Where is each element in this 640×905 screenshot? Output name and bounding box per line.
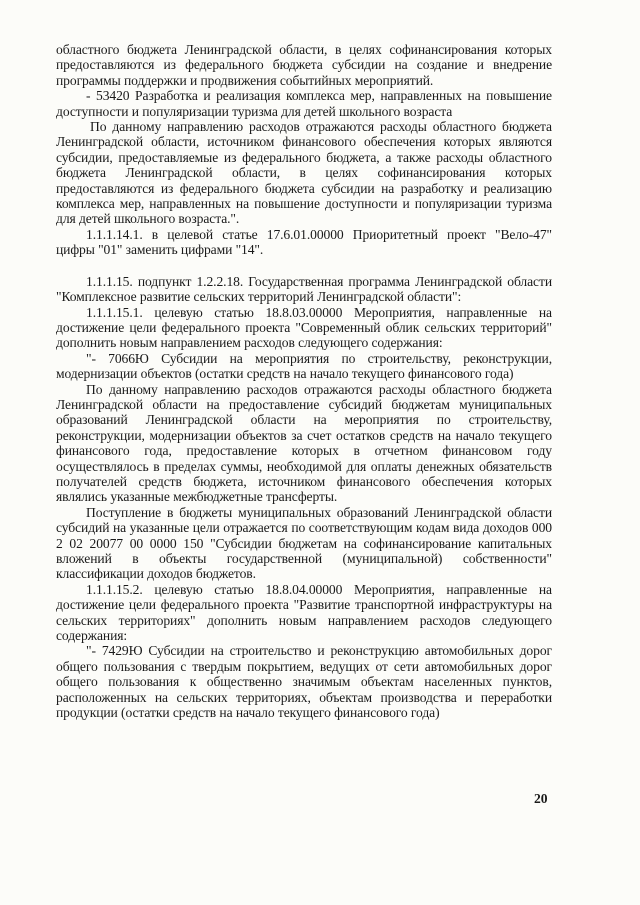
paragraph-1-1-1-15-2: 1.1.1.15.2. целевую статью 18.8.04.00000 Мероприятия, направленные на достижение цели федерального проекта "Развитие транспортной инфраструктуры на сельских территориях" дополнить новым направлением расходов следующего содержания: (56, 581, 552, 644)
paragraph-item-53420: - 53420 Разработка и реализация комплекса мер, направленных на повышение доступности и популяризации туризма для детей школьного возраста (56, 88, 552, 119)
paragraph-1-1-1-14-1: 1.1.1.14.1. в целевой статье 17.6.01.00000 Приоритетный проект "Вело-47" цифры "01" заменить цифрами "14". (56, 226, 552, 258)
paragraph-1-1-1-15: 1.1.1.15. подпункт 1.2.2.18. Государственная программа Ленинградской области "Комплексное развитие сельских территорий Ленинградской области": (56, 273, 552, 305)
paragraph-revenue-codes: Поступление в бюджеты муниципальных образований Ленинградской области субсидий на указанные цели отражается по соответствующим кодам вида доходов 000 2 02 20077 00 0000 150 "Субсидии бюджетам на софинансирование капитальных вложений в объекты государственной (муниципальной) собственности" классификации доходов бюджетов. (56, 504, 552, 582)
paragraph-description-7066: По данному направлению расходов отражаются расходы областного бюджета Ленинградской области на предоставление субсидий бюджетам муниципальных образований Ленинградской области на мероприятия по строительству, реконструкции, модернизации объектов за счет остатков средств на начало текущего финансового года, предоставление которых в отчетном финансовом году осуществлялось в пределах суммы, необходимой для оплаты денежных обязательств получателей средств бюджета, источником финансового обеспечения которых являлись указанные межбюджетные трансферты. (56, 381, 552, 505)
paragraph-spacer (56, 258, 552, 274)
paragraph-item-7429: "- 7429Ю Субсидии на строительство и реконструкцию автомобильных дорог общего пользования с твердым покрытием, ведущих от сети автомобильных дорог общего пользования к общественно значимым объектам населенных пунктов, расположенных на сельских территориях, объектам производства и переработки продукции (остатки средств на начало текущего финансового года) (56, 643, 552, 721)
paragraph-item-7066: "- 7066Ю Субсидии на мероприятия по строительству, реконструкции, модернизации объектов (остатки средств на начало текущего финансового года) (56, 350, 552, 382)
paragraph-1-1-1-15-1: 1.1.1.15.1. целевую статью 18.8.03.00000 Мероприятия, направленные на достижение цели федерального проекта "Современный облик сельских территорий" дополнить новым направлением расходов следующего содержания: (56, 304, 552, 351)
paragraph-continuation: областного бюджета Ленинградской области, в целях софинансирования которых предоставляются из федерального бюджета субсидии на создание и внедрение программы поддержки и продвижения событийных мероприятий. (56, 42, 552, 88)
page-number: 20 (534, 791, 548, 806)
paragraph-description-53420: По данному направлению расходов отражаются расходы областного бюджета Ленинградской области, источником финансового обеспечения которых являются субсидии, предоставляемые из федерального бюджета, а также расходы областного бюджета Ленинградской области, в целях софинансирования которых предоставляются из федерального бюджета субсидии на разработку и реализацию комплекса мер, направленных на повышение доступности и популяризации туризма для детей школьного возраста.". (56, 119, 552, 227)
document-body (56, 42, 552, 720)
